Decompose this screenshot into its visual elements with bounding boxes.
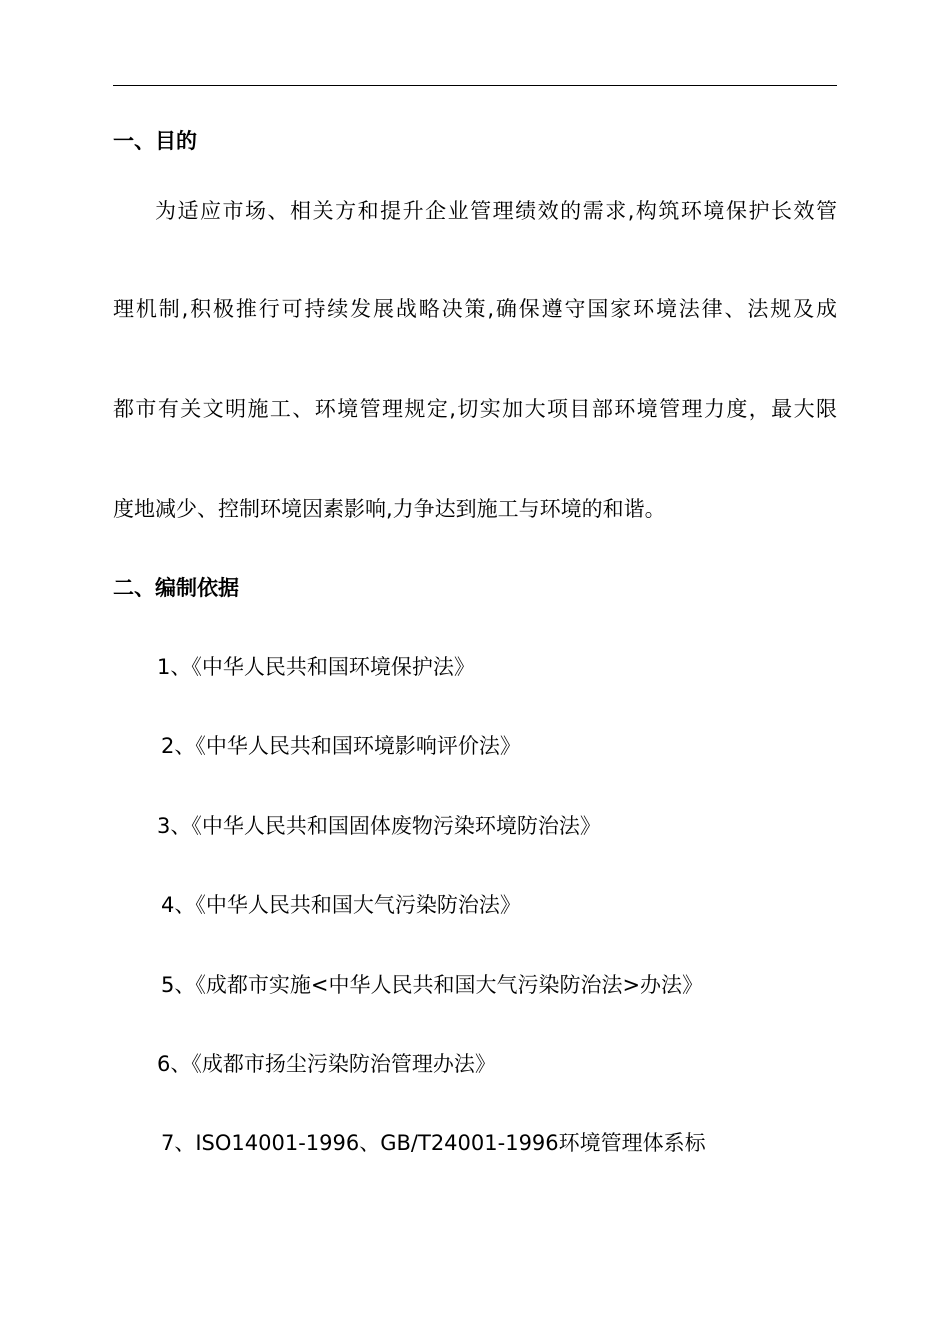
section-heading-basis: 二、编制依据 [113, 576, 239, 600]
paragraph-line-2: 理机制,积极推行可持续发展战略决策,确保遵守国家环境法律、法规及成 [113, 297, 837, 321]
list-item: 2、《中华人民共和国环境影响评价法》 [161, 734, 521, 758]
list-item: 1、《中华人民共和国环境保护法》 [157, 655, 475, 679]
header-rule [113, 85, 837, 86]
paragraph-line-3: 都市有关文明施工、环境管理规定,切实加大项目部环境管理力度，最大限 [113, 397, 837, 421]
list-item: 5、《成都市实施<中华人民共和国大气污染防治法>办法》 [161, 973, 704, 997]
list-item: 4、《中华人民共和国大气污染防治法》 [161, 893, 521, 917]
list-item: 7、ISO14001-1996、GB/T24001-1996环境管理体系标 [161, 1131, 706, 1155]
list-item: 3、《中华人民共和国固体废物污染环境防治法》 [157, 814, 601, 838]
paragraph-line-1: 为适应市场、相关方和提升企业管理绩效的需求,构筑环境保护长效管 [155, 199, 837, 223]
section-heading-purpose: 一、目的 [113, 129, 197, 153]
paragraph-line-4: 度地减少、控制环境因素影响,力争达到施工与环境的和谐。 [113, 497, 666, 521]
list-item: 6、《成都市扬尘污染防治管理办法》 [157, 1052, 496, 1076]
